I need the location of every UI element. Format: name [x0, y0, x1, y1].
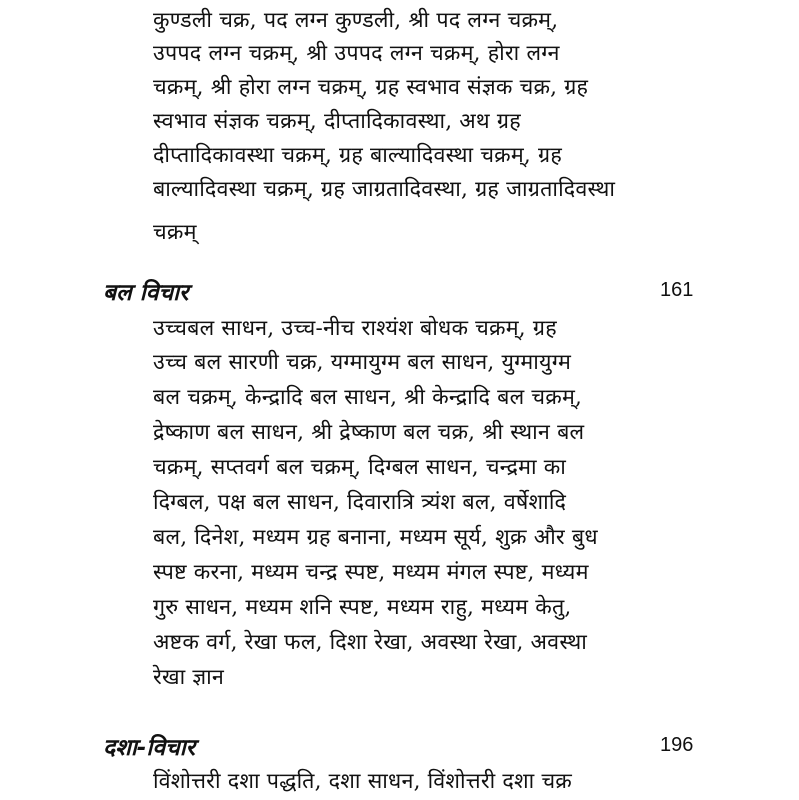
section-title: बल विचार	[103, 280, 189, 306]
section-line: विंशोत्तरी दशा पद्धति, दशा साधन, विंशोत्तरी दशा चक्र	[153, 769, 573, 794]
section-line: द्रेष्काण बल साधन, श्री द्रेष्काण बल चक्र, श्री स्थान बल	[153, 420, 585, 445]
page-number: 196	[660, 734, 694, 756]
intro-line: बाल्यादिवस्था चक्रम्, ग्रह जाग्रतादिवस्था, ग्रह जाग्रतादिवस्था	[153, 177, 616, 202]
intro-line: कुण्डली चक्र, पद लग्न कुण्डली, श्री पद लग्न चक्रम्,	[153, 8, 559, 33]
section-line: उच्चबल साधन, उच्च-नीच राश्यंश बोधक चक्रम्, ग्रह	[153, 316, 557, 341]
section-line: गुरु साधन, मध्यम शनि स्पष्ट, मध्यम राहु, मध्यम केतु,	[153, 595, 572, 620]
section-line: रेखा ज्ञान	[153, 665, 225, 690]
section-line: बल, दिनेश, मध्यम ग्रह बनाना, मध्यम सूर्य, शुक्र और बुध	[153, 525, 598, 550]
intro-line: चक्रम्, श्री होरा लग्न चक्रम्, ग्रह स्वभाव संज्ञक चक्र, ग्रह	[153, 75, 589, 100]
section-line: दिग्बल, पक्ष बल साधन, दिवारात्रि त्र्यंश बल, वर्षेशादि	[153, 490, 567, 515]
intro-line: स्वभाव संज्ञक चक्रम्, दीप्तादिकावस्था, अथ ग्रह	[153, 109, 521, 134]
intro-line: दीप्तादिकावस्था चक्रम्, ग्रह बाल्यादिवस्था चक्रम्, ग्रह	[153, 143, 562, 168]
intro-line: उपपद लग्न चक्रम्, श्री उपपद लग्न चक्रम्, होरा लग्न	[153, 41, 560, 66]
section-title: दशा-विचार	[103, 735, 196, 761]
section-line: उच्च बल सारणी चक्र, यग्मायुग्म बल साधन, युग्मायुग्म	[153, 350, 571, 375]
intro-line: चक्रम्	[153, 220, 197, 245]
section-line: चक्रम्, सप्तवर्ग बल चक्रम्, दिग्बल साधन, चन्द्रमा का	[153, 455, 567, 480]
section-line: अष्टक वर्ग, रेखा फल, दिशा रेखा, अवस्था रेखा, अवस्था	[153, 630, 587, 655]
section-line: बल चक्रम्, केन्द्रादि बल साधन, श्री केन्द्रादि बल चक्रम्,	[153, 385, 583, 410]
page-number: 161	[660, 279, 694, 301]
section-line: स्पष्ट करना, मध्यम चन्द्र स्पष्ट, मध्यम मंगल स्पष्ट, मध्यम	[153, 560, 589, 585]
